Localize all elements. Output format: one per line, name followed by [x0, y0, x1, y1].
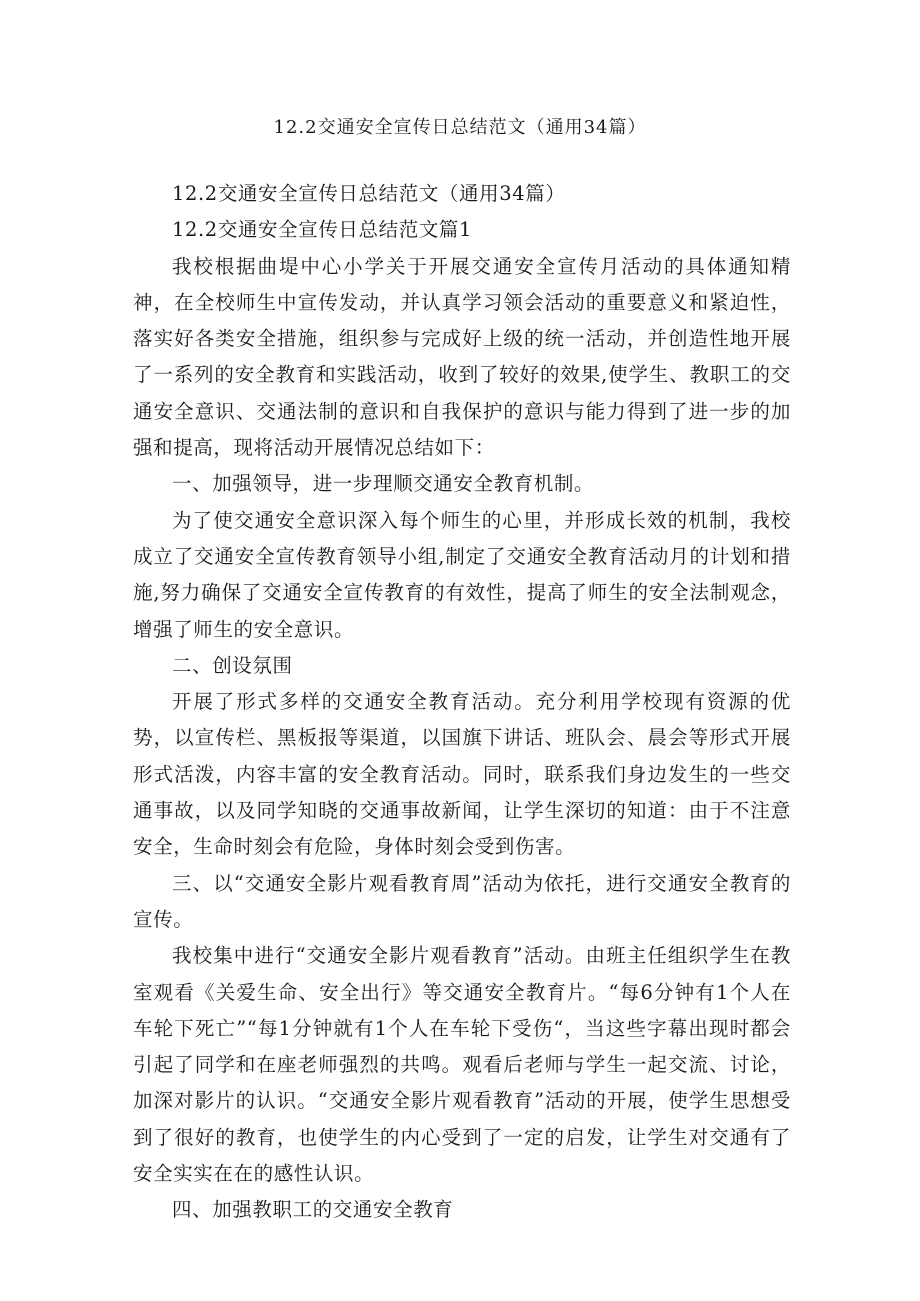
paragraph-heading-1: 一、加强领导，进一步理顺交通安全教育机制。 — [172, 472, 595, 496]
paragraph-section-heading: 12.2交通安全宣传日总结范文篇1 — [172, 218, 473, 242]
paragraph-heading-4: 四、加强教职工的交通安全教育 — [172, 1198, 454, 1222]
document-title: 12.2交通安全宣传日总结范文（通用34篇） — [273, 117, 647, 138]
paragraph-subtitle: 12.2交通安全宣传日总结范文（通用34篇） — [172, 182, 566, 205]
paragraph-heading-3: 三、以“交通安全影片观看教育周”活动为依托，进行交通安全教育的宣传。 — [133, 871, 791, 931]
paragraph-body-3: 我校集中进行“交通安全影片观看教育”活动。由班主任组织学生在教室观看《关爱生命、安全出行》等交通安全教育片。“每6分钟有1个人在车轮下死亡”“每1分钟就有1个人在车轮下受伤“，当这些字幕出现时都会引起了同学和在座老师强烈的共鸣。观看后老师与学生一起交流、讨论，加深对影片的认识。“交通安全影片观看教育”活动的开展，使学生思想受到了很好的教育，也使学生的内心受到了一定的启发，让学生对交通有了安全实实在在的感性认识。 — [133, 944, 791, 1186]
paragraph-body-1: 为了使交通安全意识深入每个师生的心里，并形成长效的机制，我校成立了交通安全宣传教育领导小组,制定了交通安全教育活动月的计划和措施,努力确保了交通安全宣传教育的有效性，提高了师生的安全法制观念，增强了师生的安全意识。 — [133, 508, 791, 641]
paragraph-body-2: 开展了形式多样的交通安全教育活动。充分利用学校现有资源的优势，以宣传栏、黑板报等渠道，以国旗下讲话、班队会、晨会等形式开展形式活泼，内容丰富的安全教育活动。同时，联系我们身边发生的一些交通事故，以及同学知晓的交通事故新闻，让学生深切的知道：由于不注意安全，生命时刻会有危险，身体时刻会受到伤害。 — [133, 690, 791, 859]
paragraph-heading-2: 二、创设氛围 — [172, 653, 293, 677]
document-body — [133, 176, 791, 1229]
paragraph-intro: 我校根据曲堤中心小学关于开展交通安全宣传月活动的具体通知精神，在全校师生中宣传发动，并认真学习领会活动的重要意义和紧迫性，落实好各类安全措施，组织参与完成好上级的统一活动，并创造性地开展了一系列的安全教育和实践活动，收到了较好的效果,使学生、教职工的交通安全意识、交通法制的意识和自我保护的意识与能力得到了进一步的加强和提高，现将活动开展情况总结如下： — [133, 254, 791, 460]
